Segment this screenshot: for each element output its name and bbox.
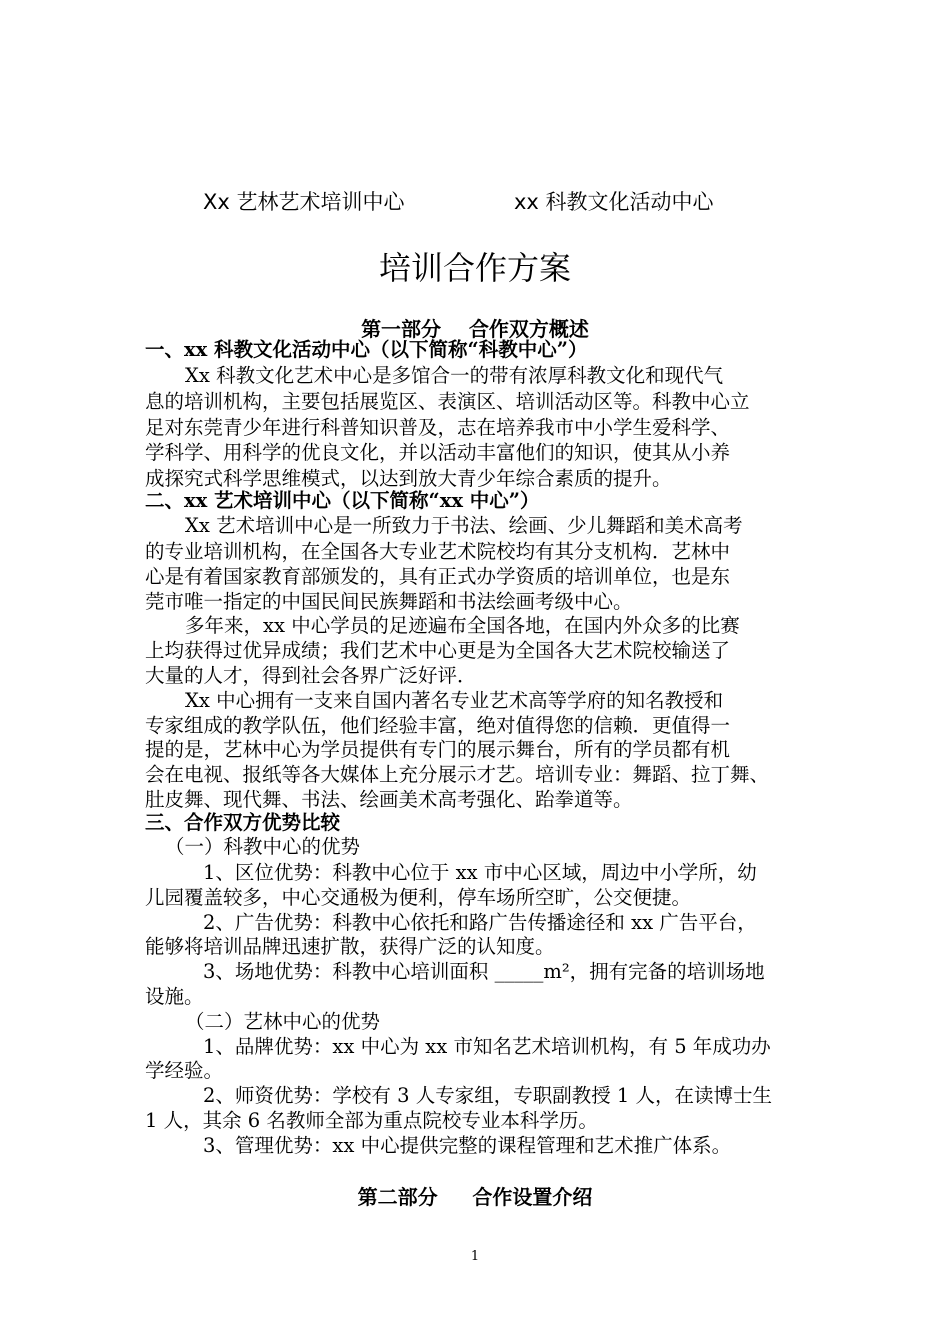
paragraph-line: 2、师资优势：学校有 3 人专家组，专职副教授 1 人，在读博士生: [203, 1084, 773, 1107]
document-title: 培训合作方案: [378, 249, 571, 287]
paragraph-line: Xx 中心拥有一支来自国内著名专业艺术高等学府的知名教授和: [185, 689, 724, 712]
paragraph-line: 莞市唯一指定的中国民间民族舞蹈和书法绘画考级中心。: [145, 590, 633, 613]
paragraph-line: 3、场地优势：科教中心培训面积 _____m²，拥有完备的培训场地: [203, 960, 765, 983]
paragraph-line: 1 人，其余 6 名教师全部为重点院校专业本科学历。: [145, 1109, 598, 1132]
header-organizations: [0, 186, 950, 216]
paragraph-line: 心是有着国家教育部颁发的，具有正式办学资质的培训单位，也是东: [145, 565, 731, 588]
paragraph-line: 专家组成的教学队伍，他们经验丰富，绝对值得您的信赖．更值得一: [145, 714, 731, 737]
subsection-heading: （二）艺林中心的优势: [185, 1010, 381, 1033]
paragraph-line: 3、管理优势：xx 中心提供完整的课程管理和艺术推广体系。: [203, 1134, 732, 1157]
paragraph-line: 多年来，xx 中心学员的足迹遍布全国各地，在国内外众多的比赛: [185, 614, 740, 637]
paragraph-line: Xx 科教文化艺术中心是多馆合一的带有浓厚科教文化和现代气: [185, 364, 724, 387]
paragraph-line: 大量的人才，得到社会各界广泛好评．: [145, 664, 477, 687]
subsection-heading: （一）科教中心的优势: [165, 835, 361, 858]
paragraph-line: 会在电视、报纸等各大媒体上充分展示才艺。培训专业：舞蹈、拉丁舞、: [145, 763, 770, 786]
paragraph-line: 足对东莞青少年进行科普知识普及，志在培养我市中小学生爱科学、: [145, 416, 731, 439]
paragraph-line: 2、广告优势：科教中心依托和路广告传播途径和 xx 广告平台，: [203, 911, 757, 934]
paragraph-line: 儿园覆盖较多，中心交通极为便利，停车场所空旷，公交便捷。: [145, 886, 692, 909]
paragraph-line: 的专业培训机构，在全国各大专业艺术院校均有其分支机构．艺林中: [145, 540, 731, 563]
section3-heading: 三、合作双方优势比较: [145, 811, 341, 834]
paragraph-line: 设施。: [145, 985, 204, 1008]
section2-heading: 二、xx 艺术培训中心（以下简称“xx 中心”）: [145, 489, 540, 512]
section1-heading: 一、xx 科教文化活动中心（以下简称“科教中心”）: [145, 338, 588, 361]
paragraph-line: 能够将培训品牌迅速扩散，获得广泛的认知度。: [145, 935, 555, 958]
org-name-left: Xx 艺林艺术培训中心: [203, 190, 405, 214]
paragraph-line: 1、区位优势：科教中心位于 xx 市中心区域，周边中小学所，幼: [203, 861, 757, 884]
paragraph-line: 肚皮舞、现代舞、书法、绘画美术高考强化、跆拳道等。: [145, 788, 633, 811]
part2-title: 第二部分 合作设置介绍: [357, 1185, 593, 1209]
paragraph-line: 息的培训机构，主要包括展览区、表演区、培训活动区等。科教中心立: [145, 390, 750, 413]
paragraph-line: Xx 艺术培训中心是一所致力于书法、绘画、少儿舞蹈和美术高考: [185, 514, 743, 537]
paragraph-line: 学科学、用科学的优良文化，并以活动丰富他们的知识，使其从小养: [145, 441, 731, 464]
org-name-right: xx 科教文化活动中心: [514, 190, 714, 214]
page-number: 1: [470, 1249, 480, 1264]
paragraph-line: 提的是，艺林中心为学员提供有专门的展示舞台，所有的学员都有机: [145, 738, 731, 761]
part1-title: 第一部分 合作双方概述: [361, 317, 589, 341]
paragraph-line: 上均获得过优异成绩；我们艺术中心更是为全国各大艺术院校输送了: [145, 639, 731, 662]
paragraph-line: 1、品牌优势：xx 中心为 xx 市知名艺术培训机构，有 5 年成功办: [203, 1035, 771, 1058]
paragraph-line: 学经验。: [145, 1059, 224, 1082]
paragraph-line: 成探究式科学思维模式，以达到放大青少年综合素质的提升。: [145, 467, 672, 490]
